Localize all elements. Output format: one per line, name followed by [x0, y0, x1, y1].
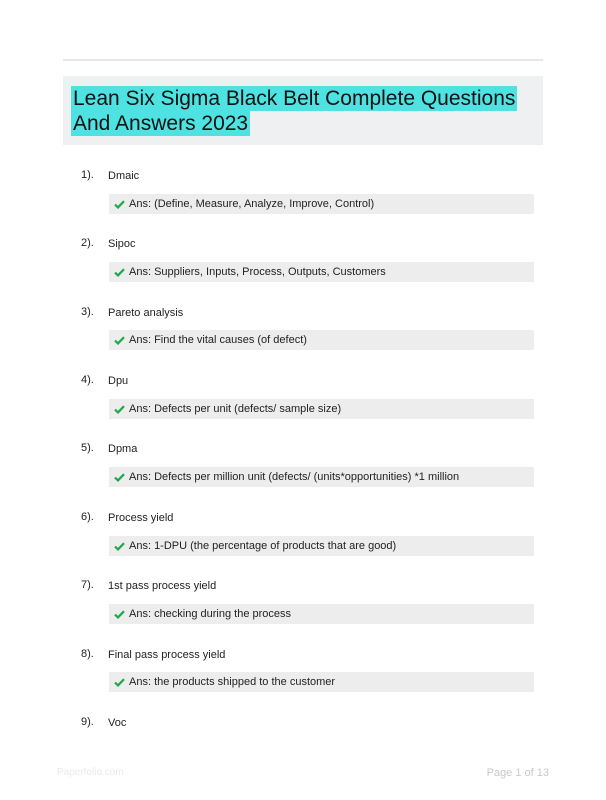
question-number: 9).: [81, 716, 94, 728]
question-number: 4).: [81, 374, 94, 386]
answer-text: Ans: Defects per unit (defects/ sample size): [129, 403, 342, 415]
footer-watermark: Paperfolio.com: [57, 767, 124, 778]
answer-text: Ans: Suppliers, Inputs, Process, Outputs, Customers: [129, 266, 386, 278]
answer-box: [109, 604, 534, 624]
answer-box: [109, 194, 534, 214]
title-block: [63, 76, 543, 145]
question-text: Voc: [108, 717, 127, 729]
question-number: 3).: [81, 306, 94, 318]
document-title: Lean Six Sigma Black Belt Complete Questions And Answers 2023: [73, 87, 516, 135]
check-icon: [113, 676, 125, 688]
question-number: 5).: [81, 442, 94, 454]
question-number: 8).: [81, 648, 94, 660]
question-text: Final pass process yield: [108, 649, 226, 661]
question-number: 2).: [81, 237, 94, 249]
answer-text: Ans: Find the vital causes (of defect): [129, 334, 307, 346]
question-number: 6).: [81, 511, 94, 523]
check-icon: [113, 608, 125, 620]
check-icon: [113, 471, 125, 483]
check-icon: [113, 198, 125, 210]
check-icon: [113, 266, 125, 278]
question-number: 1).: [81, 169, 94, 181]
check-icon: [113, 403, 125, 415]
answer-text: Ans: (Define, Measure, Analyze, Improve, Control): [129, 198, 375, 210]
top-divider: [63, 59, 543, 61]
question-text: Pareto analysis: [108, 307, 184, 319]
answer-text: Ans: 1-DPU (the percentage of products that are good): [129, 540, 397, 552]
answer-text: Ans: the products shipped to the customer: [129, 676, 336, 688]
question-text: 1st pass process yield: [108, 580, 217, 592]
answer-box: [109, 262, 534, 282]
question-number: 7).: [81, 579, 94, 591]
answer-box: [109, 467, 534, 487]
answer-text: Ans: checking during the process: [129, 608, 292, 620]
question-text: Dpu: [108, 375, 129, 387]
answer-box: [109, 330, 534, 350]
question-text: Sipoc: [108, 238, 136, 250]
question-text: Dpma: [108, 443, 138, 455]
answer-box: [109, 672, 534, 692]
answer-box: [109, 536, 534, 556]
page-number: Page 1 of 13: [486, 767, 549, 779]
check-icon: [113, 540, 125, 552]
check-icon: [113, 334, 125, 346]
answer-box: [109, 399, 534, 419]
question-text: Dmaic: [108, 170, 140, 182]
answer-text: Ans: Defects per million unit (defects/ (units*opportunities) *1 million: [129, 471, 460, 483]
question-text: Process yield: [108, 512, 174, 524]
